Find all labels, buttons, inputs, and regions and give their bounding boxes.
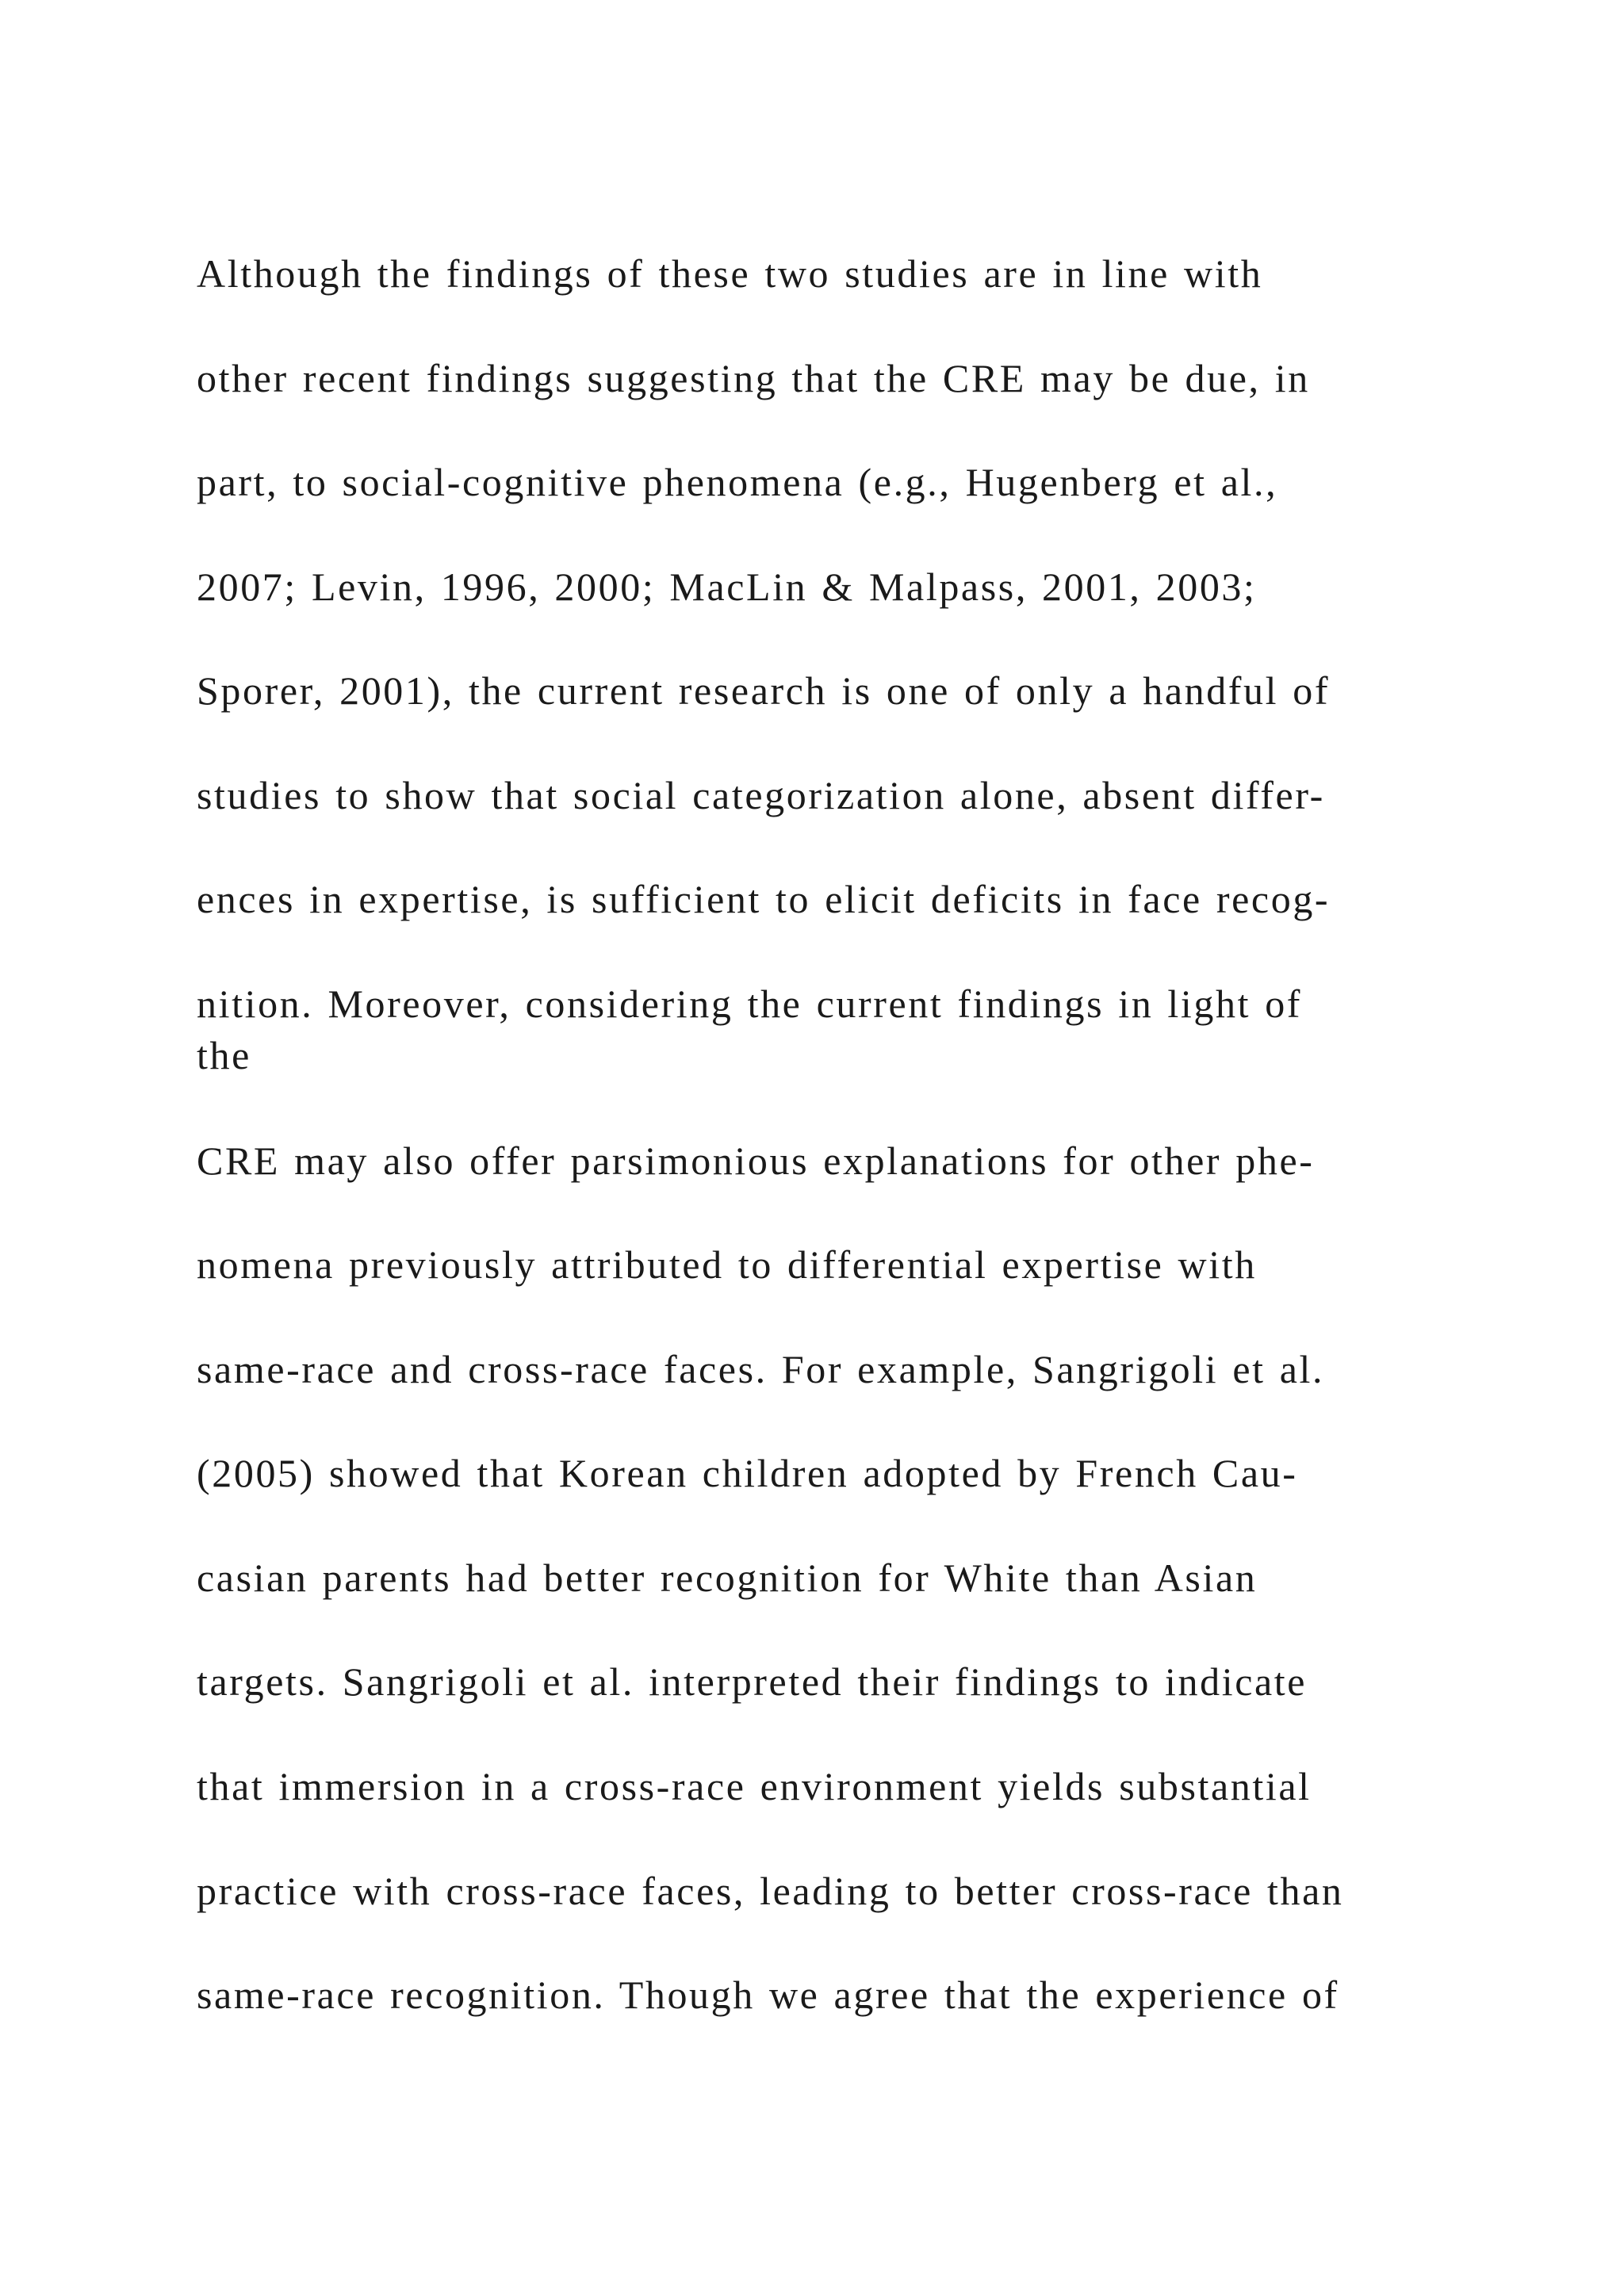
text-line: studies to show that social categorization alone, absent differ- (197, 773, 1325, 817)
text-line: Sporer, 2001), the current research is one of only a handful of (197, 668, 1331, 713)
text-line: casian parents had better recognition for White than Asian (197, 1556, 1258, 1600)
text-line: other recent findings suggesting that the CRE may be due, in (197, 356, 1310, 400)
text-line: part, to social-cognitive phenomena (e.g., Hugenberg et al., (197, 460, 1278, 504)
text-line: (2005) showed that Korean children adopted by French Cau- (197, 1451, 1298, 1495)
text-line: that immersion in a cross-race environment yields substantial (197, 1764, 1312, 1808)
text-line: Although the findings of these two studies are in line with (197, 251, 1263, 296)
text-line: same-race and cross-race faces. For example, Sangrigoli et al. (197, 1347, 1325, 1391)
text-line: CRE may also offer parsimonious explanations for other phe- (197, 1138, 1315, 1183)
text-line: nition. Moreover, considering the current findings in light of (197, 982, 1303, 1026)
text-line: ences in expertise, is sufficient to elicit deficits in face recog- (197, 877, 1331, 921)
text-line: same-race recognition. Though we agree that the experience of (197, 1973, 1339, 2017)
text-line: nomena previously attributed to differential expertise with (197, 1242, 1257, 1287)
text-line: the (197, 1033, 251, 1077)
text-line: practice with cross-race faces, leading to better cross-race than (197, 1869, 1344, 1913)
text-line: targets. Sangrigoli et al. interpreted their findings to indicate (197, 1659, 1308, 1704)
text-line: 2007; Levin, 1996, 2000; MacLin & Malpass, 2001, 2003; (197, 564, 1257, 609)
